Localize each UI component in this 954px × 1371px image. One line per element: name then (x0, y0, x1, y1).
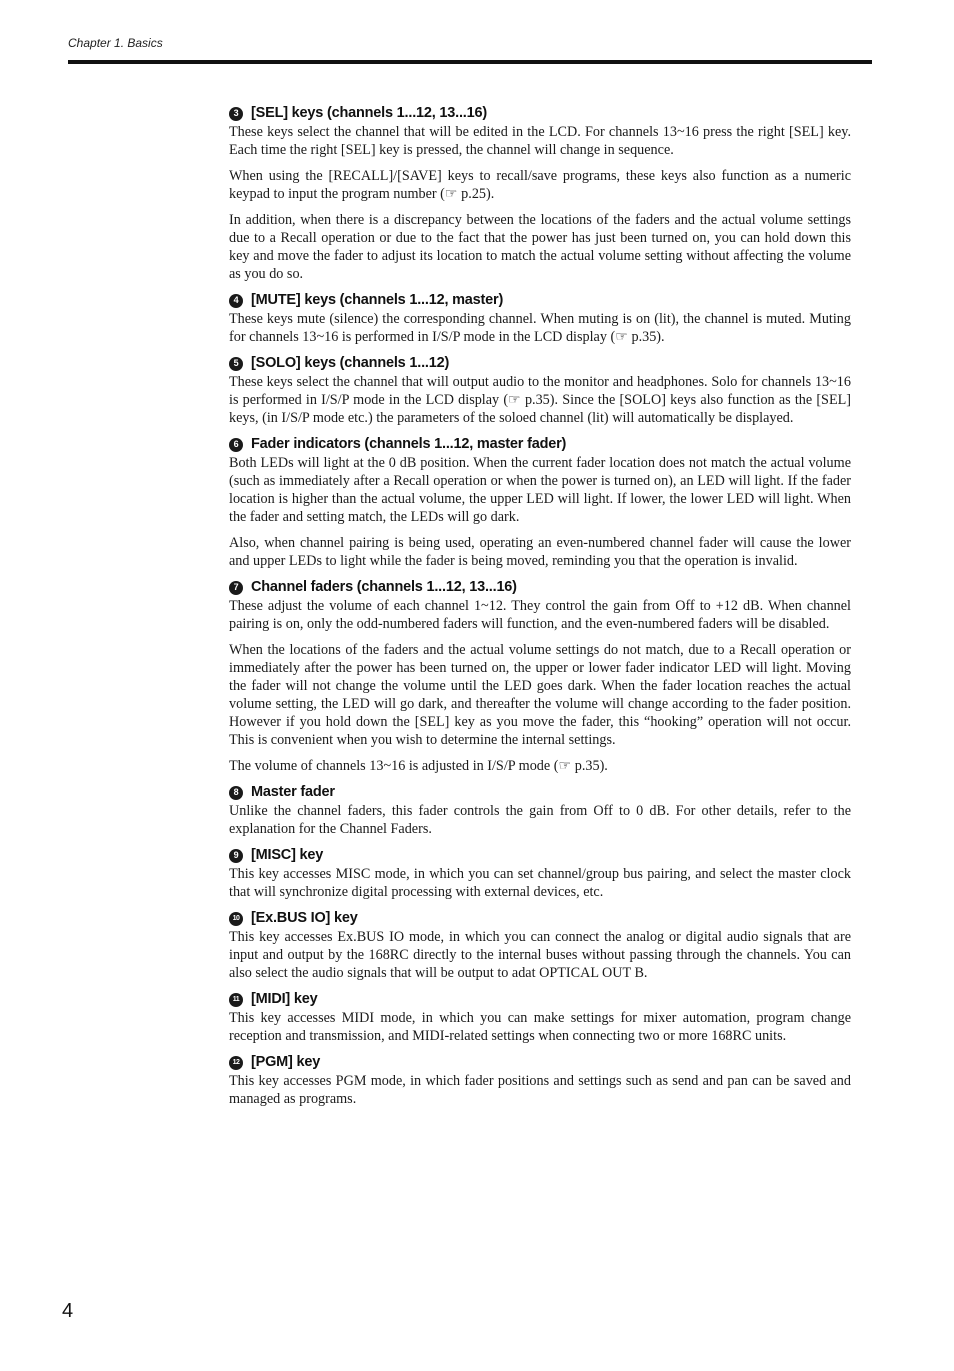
number-badge-icon: 8 (229, 786, 243, 800)
paragraph: This key accesses Ex.BUS IO mode, in which you can connect the analog or digital audio signals that are input and output by the 168RC directly to the internal buses without passing through the channels. You can also select the audio signals that will be output to adat OPTICAL OUT B. (229, 929, 851, 981)
paragraph: These adjust the volume of each channel 1~12. They control the gain from Off to +12 dB. When channel pairing is on, only the odd-numbered faders will function, and the even-numbered faders will be disabled. (229, 598, 851, 632)
section-heading (229, 578, 851, 597)
section-misc-key (229, 846, 851, 901)
number-badge-icon: 7 (229, 581, 243, 595)
number-badge-icon: 10 (229, 912, 243, 926)
section-pgm-key (229, 1053, 851, 1108)
section-heading (229, 783, 851, 802)
number-badge-icon: 4 (229, 294, 243, 308)
section-heading (229, 291, 851, 310)
number-badge-icon: 9 (229, 849, 243, 863)
chapter-header: Chapter 1. Basics (68, 36, 163, 50)
number-badge-icon: 12 (229, 1056, 243, 1070)
section-heading (229, 435, 851, 454)
number-badge-icon: 6 (229, 438, 243, 452)
paragraph: In addition, when there is a discrepancy between the locations of the faders and the actual volume settings due to a Recall operation or due to the fact that the power has just been turned on, you can hold down this key and move the fader to adjust its location to match the actual volume setting without affecting the volume as you do so. (229, 212, 851, 282)
header-rule (68, 60, 872, 64)
number-badge-icon: 3 (229, 107, 243, 121)
section-title: Master fader (251, 784, 335, 800)
section-channel-faders (229, 578, 851, 775)
section-title: Channel faders (channels 1...12, 13...16) (251, 579, 517, 595)
section-midi-key (229, 990, 851, 1045)
paragraph: When using the [RECALL]/[SAVE] keys to recall/save programs, these keys also function as a numeric keypad to input the program number (☞ p.25). (229, 168, 851, 202)
paragraph: This key accesses PGM mode, in which fader positions and settings such as send and pan can be saved and managed as programs. (229, 1073, 851, 1107)
section-title: [Ex.BUS IO] key (251, 910, 358, 926)
paragraph: This key accesses MISC mode, in which you can set channel/group bus pairing, and select the master clock that will synchronize digital processing with external devices, etc. (229, 866, 851, 900)
page-number: 4 (62, 1300, 74, 1322)
paragraph: The volume of channels 13~16 is adjusted in I/S/P mode (☞ p.35). (229, 758, 608, 774)
section-fader-indicators (229, 435, 851, 570)
section-title: [MIDI] key (251, 991, 318, 1007)
section-master-fader (229, 783, 851, 838)
section-heading (229, 354, 851, 373)
section-exbus-io-key (229, 909, 851, 982)
number-badge-icon: 5 (229, 357, 243, 371)
paragraph: This key accesses MIDI mode, in which you can make settings for mixer automation, program change reception and transmission, and MIDI-related settings when connecting two or more 168RC units. (229, 1010, 851, 1044)
section-title: [SEL] keys (channels 1...12, 13...16) (251, 105, 487, 121)
section-heading (229, 846, 851, 865)
section-mute-keys (229, 291, 851, 346)
paragraph: Also, when channel pairing is being used, operating an even-numbered channel fader will cause the lower and upper LEDs to light while the fader is being moved, reminding you that the operation is invalid. (229, 535, 851, 569)
section-title: Fader indicators (channels 1...12, master fader) (251, 436, 567, 452)
paragraph: When the locations of the faders and the actual volume settings do not match, due to a Recall operation or immediately after the power has been turned on, the upper or lower fader indicator LED will light. Moving the fader will not change the volume until the LED goes dark. When the fader location reaches the actual volume setting, the LED will go dark, and thereafter the volume will change according to the fader position. However if you hold down the [SEL] key as you move the fader, this “hooking” operation will not occur. This is convenient when you wish to determine the internal settings. (229, 642, 851, 748)
section-title: [PGM] key (251, 1054, 321, 1070)
paragraph: These keys select the channel that will be edited in the LCD. For channels 13~16 press the right [SEL] key. Each time the right [SEL] key is pressed, the channel will change in sequence. (229, 124, 851, 158)
section-title: [MISC] key (251, 847, 324, 863)
section-solo-keys (229, 354, 851, 427)
paragraph: These keys mute (silence) the corresponding channel. When muting is on (lit), the channel is muted. Muting for channels 13~16 is performed in I/S/P mode in the LCD display (☞ p.35). (229, 311, 851, 345)
section-title: [MUTE] keys (channels 1...12, master) (251, 292, 504, 308)
paragraph: Both LEDs will light at the 0 dB position. When the current fader location does not match the actual volume (such as immediately after a Recall operation or when the power is turned on), an LED will light. If the fader location is higher than the actual volume, the upper LED will light. If lower, the lower LED will light. When the fader and setting match, the LEDs will go dark. (229, 455, 851, 525)
section-heading (229, 909, 851, 928)
section-heading (229, 990, 851, 1009)
section-sel-keys (229, 104, 851, 283)
paragraph: These keys select the channel that will output audio to the monitor and headphones. Solo for channels 13~16 is performed in I/S/P mode in the LCD display (☞ p.35). Since the [SOLO] keys also function as the [SEL] keys, (in I/S/P mode etc.) the parameters of the soloed channel (lit) will automatically be displayed. (229, 374, 851, 426)
main-content (229, 104, 851, 1116)
number-badge-icon: 11 (229, 993, 243, 1007)
paragraph: Unlike the channel faders, this fader controls the gain from Off to 0 dB. For other details, refer to the explanation for the Channel Faders. (229, 803, 851, 837)
section-heading (229, 1053, 851, 1072)
section-heading (229, 104, 851, 123)
section-title: [SOLO] keys (channels 1...12) (251, 355, 450, 371)
